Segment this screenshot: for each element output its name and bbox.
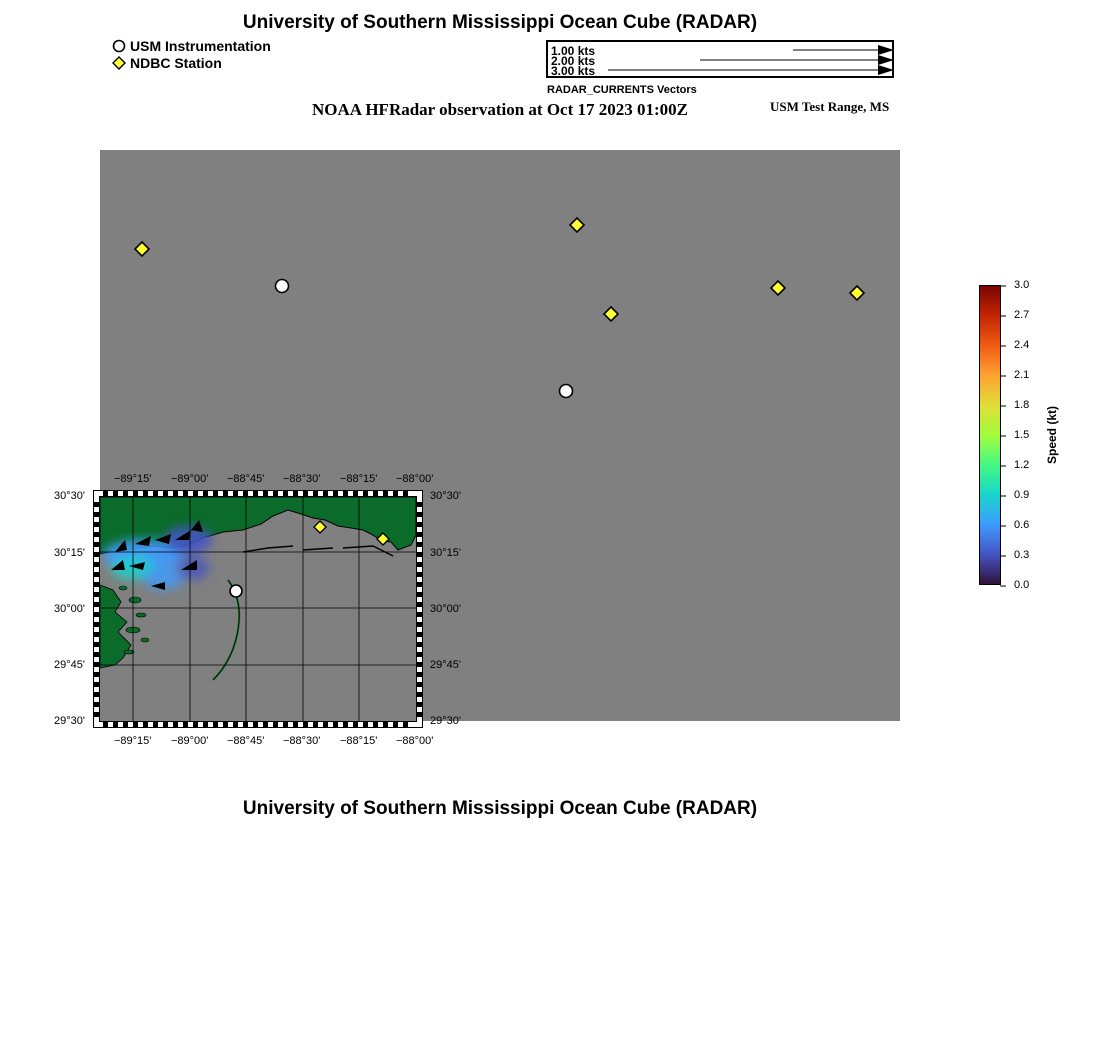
legend-label: USM Instrumentation xyxy=(130,38,271,54)
vector-scale-3: 3.00 kts xyxy=(551,64,596,78)
lat-label-right: 30°15' xyxy=(430,547,461,559)
colorbar-tick: 1.2 xyxy=(1014,459,1030,471)
colorbar-ticks xyxy=(1000,282,1012,592)
lat-label-right: 30°30' xyxy=(430,490,461,502)
lon-label-bottom: −88°30' xyxy=(283,735,321,747)
colorbar-tick: 1.5 xyxy=(1014,429,1030,441)
ndbc-station-marker[interactable] xyxy=(771,281,785,295)
lon-label-top: −88°30' xyxy=(283,473,321,485)
colorbar-tick: 0.0 xyxy=(1014,579,1030,591)
colorbar-tick: 2.1 xyxy=(1014,369,1030,381)
colorbar-label: Speed (kt) xyxy=(1045,406,1059,465)
page-title: University of Southern Mississippi Ocean Cube (RADAR) xyxy=(242,12,758,33)
ndbc-station-marker[interactable] xyxy=(850,286,864,300)
site-label: USM Test Range, MS xyxy=(770,99,890,114)
lon-label-bottom: −89°00' xyxy=(171,735,209,747)
lon-label-top: −88°00' xyxy=(396,473,434,485)
lat-label-left: 30°00' xyxy=(54,603,85,615)
vector-scale-1: 1.00 kts xyxy=(551,44,596,58)
colorbar-tick: 0.3 xyxy=(1014,549,1030,561)
colorbar-tick: 0.9 xyxy=(1014,489,1030,501)
usm-instrument-marker[interactable] xyxy=(230,585,242,597)
lat-label-right: 29°45' xyxy=(430,659,461,671)
lat-label-right: 30°00' xyxy=(430,603,461,615)
ndbc-station-marker[interactable] xyxy=(135,242,149,256)
lon-label-bottom: −89°15' xyxy=(114,735,152,747)
usm-instrument-marker[interactable] xyxy=(560,385,573,398)
colorbar-tick: 2.4 xyxy=(1014,339,1030,351)
lon-label-top: −88°15' xyxy=(340,473,378,485)
colorbar-tick: 0.6 xyxy=(1014,519,1030,531)
lat-label-left: 30°30' xyxy=(54,490,85,502)
colorbar-tick: 1.8 xyxy=(1014,399,1030,411)
colorbar-tick: 2.7 xyxy=(1014,309,1030,321)
ndbc-station-marker[interactable] xyxy=(604,307,618,321)
lon-label-top: −89°00' xyxy=(171,473,209,485)
usm-instrument-marker[interactable] xyxy=(276,280,289,293)
vector-scale-2: 2.00 kts xyxy=(551,54,596,68)
lat-label-left: 30°15' xyxy=(54,547,85,559)
vector-key-caption: RADAR_CURRENTS Vectors xyxy=(547,84,697,96)
observation-subtitle: NOAA HFRadar observation at Oct 17 2023 01:00Z xyxy=(311,100,689,119)
lat-label-right: 29°30' xyxy=(430,715,461,727)
footer-title: University of Southern Mississippi Ocean Cube (RADAR) xyxy=(242,798,758,819)
lat-label-left: 29°30' xyxy=(54,715,85,727)
lon-label-bottom: −88°45' xyxy=(227,735,265,747)
colorbar-tick: 3.0 xyxy=(1014,279,1030,291)
speed-colorbar xyxy=(979,285,1001,585)
ndbc-station-marker[interactable] xyxy=(570,218,584,232)
lat-label-left: 29°45' xyxy=(54,659,85,671)
inset-map xyxy=(93,490,423,728)
lon-label-bottom: −88°00' xyxy=(396,735,434,747)
legend-label: NDBC Station xyxy=(130,55,222,71)
lon-label-bottom: −88°15' xyxy=(340,735,378,747)
lon-label-top: −88°45' xyxy=(227,473,265,485)
lon-label-top: −89°15' xyxy=(114,473,152,485)
